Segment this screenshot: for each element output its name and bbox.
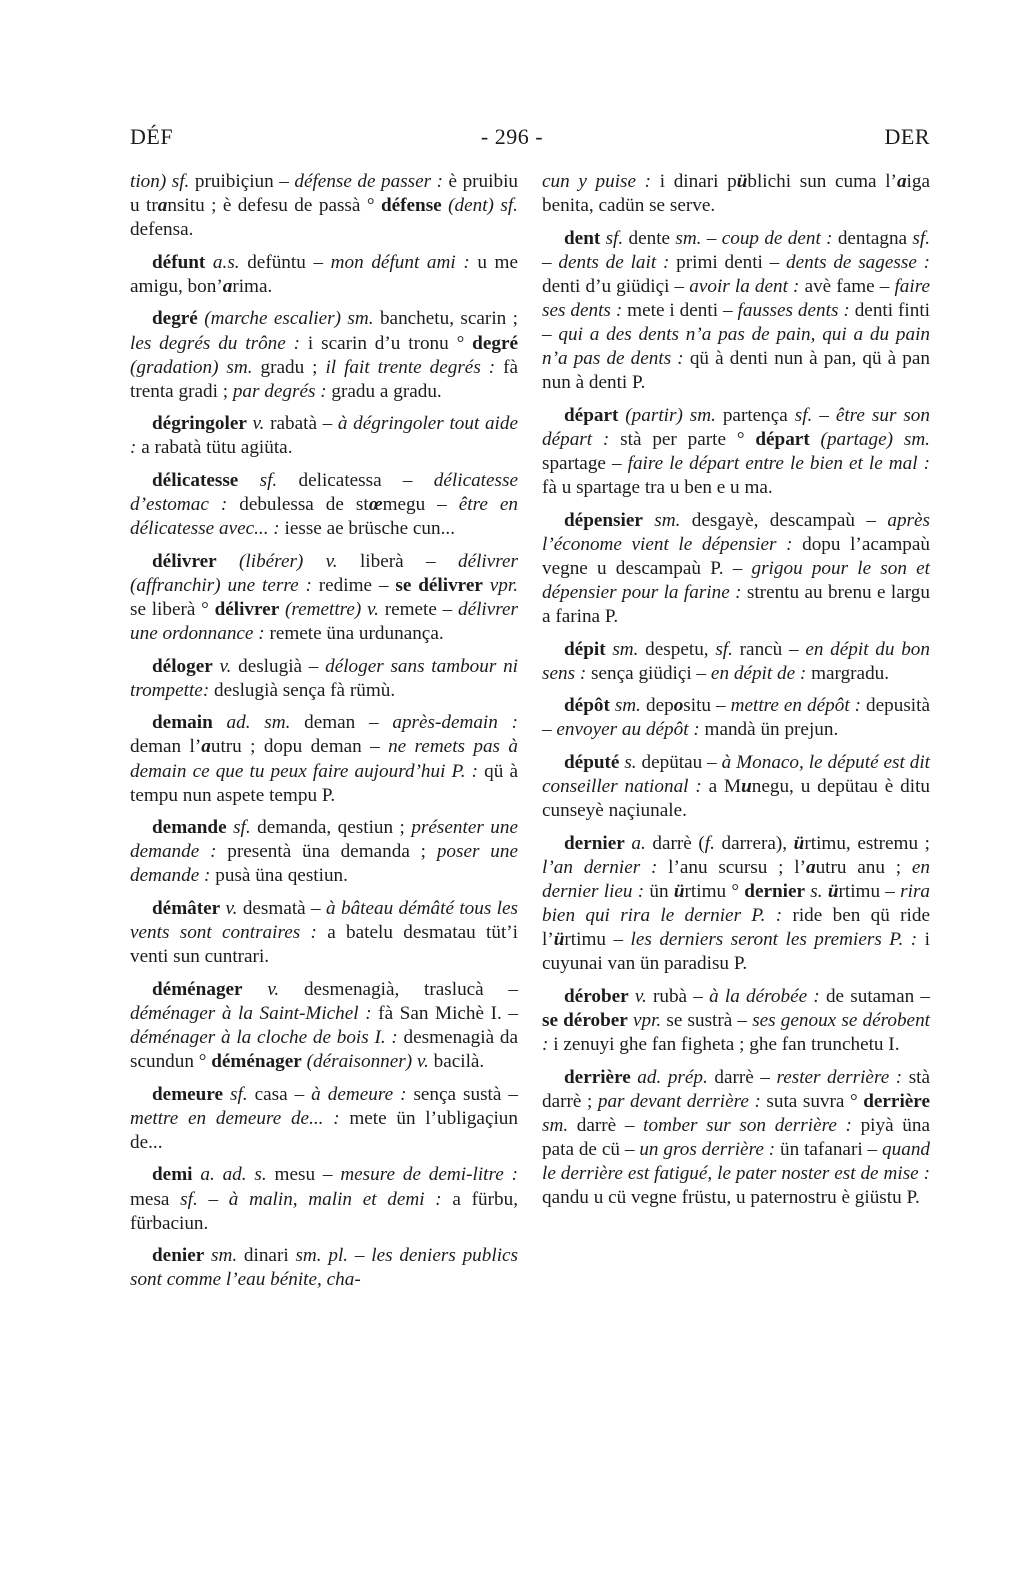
italic-text: les derniers seront les premiers P. : bbox=[630, 929, 918, 951]
text: stà darrè ; bbox=[542, 1066, 931, 1112]
text: ride ben qü ride l’ bbox=[542, 905, 930, 951]
italic-text: à dégringoler tout aide : bbox=[130, 413, 518, 459]
italic-text: par devant derrière : bbox=[597, 1090, 761, 1112]
text: darrè – bbox=[568, 1114, 644, 1136]
text: remete – bbox=[378, 599, 458, 620]
headword: déménager bbox=[152, 978, 243, 1000]
italic-text: (dent) sf. bbox=[441, 195, 518, 217]
text: qü à denti nun à pan, qü à pan nun à denti P. bbox=[542, 348, 931, 394]
text: mete i denti – bbox=[622, 299, 738, 321]
italic-text: ses genoux se dérobent : bbox=[542, 1010, 930, 1056]
text: bacilà. bbox=[428, 1051, 485, 1073]
italic-text: envoyer au dépôt : bbox=[556, 719, 700, 741]
emphasized-letter: o bbox=[673, 695, 684, 717]
emphasized-letter: œ bbox=[368, 494, 383, 516]
text: i scarin d’u tronu ° bbox=[300, 332, 473, 354]
text: deslugià – bbox=[231, 655, 326, 677]
dictionary-entry bbox=[130, 978, 518, 1074]
text: pusà üna qestiun. bbox=[210, 865, 348, 887]
italic-text: grigou pour le son et dépensier pour la farine : bbox=[542, 557, 930, 603]
italic-text: poser une demande : bbox=[130, 841, 518, 887]
headword: démâter bbox=[152, 898, 221, 920]
text: presentà üna demanda ; bbox=[216, 841, 437, 863]
headword: dépensier bbox=[564, 509, 643, 531]
text: dopu l’acampaù vegne u descampaù P. – bbox=[542, 533, 931, 579]
emphasized-letter: a bbox=[201, 736, 211, 758]
italic-text: mettre en dépôt : bbox=[730, 695, 862, 717]
dictionary-entry bbox=[130, 307, 518, 403]
headword: défense bbox=[380, 195, 442, 217]
italic-text: v. bbox=[628, 985, 647, 1007]
text: l’anu scursu ; l’ bbox=[657, 856, 806, 878]
text: se sustrà – bbox=[661, 1010, 753, 1031]
emphasized-letter: u bbox=[741, 776, 752, 798]
text: strentu au brenu e largu a farina P. bbox=[542, 582, 930, 628]
headword: denier bbox=[152, 1245, 205, 1267]
text: darrè – bbox=[707, 1066, 777, 1088]
italic-text: (remettre) v. bbox=[279, 599, 379, 620]
italic-text: déménager à la Saint-Michel : bbox=[130, 1002, 372, 1024]
text: darrè ( bbox=[645, 832, 705, 854]
dictionary-entry bbox=[130, 1244, 518, 1292]
header-left-guide-word: DÉF bbox=[130, 124, 174, 149]
italic-text: v. bbox=[212, 655, 232, 677]
text: rancù – bbox=[732, 638, 806, 660]
dictionary-entry bbox=[130, 1163, 518, 1235]
italic-text: par degrés : bbox=[232, 380, 327, 402]
text: denti finti – bbox=[542, 299, 930, 346]
italic-text: v. bbox=[220, 898, 238, 920]
text: situ – bbox=[683, 695, 731, 717]
text: banchetu, scarin ; bbox=[373, 308, 518, 330]
text: fà San Michè I. – bbox=[371, 1002, 518, 1024]
italic-text: tion) sf. bbox=[130, 171, 190, 192]
text: rtimu ° bbox=[684, 881, 745, 903]
text: a rabatà tütu agiüta. bbox=[136, 437, 293, 459]
headword: délicatesse bbox=[152, 470, 239, 492]
text: – bbox=[701, 227, 722, 249]
text: ün tafanari – bbox=[775, 1138, 883, 1160]
italic-text: s. bbox=[619, 752, 637, 774]
text: deslugià sença fà rümù. bbox=[209, 679, 396, 701]
dictionary-entry bbox=[130, 897, 518, 969]
dictionary-entry bbox=[130, 550, 518, 646]
dictionary-entry bbox=[542, 404, 930, 500]
headword: dépôt bbox=[564, 695, 610, 717]
italic-text: être sur son départ : bbox=[542, 404, 930, 450]
italic-text: délicatesse d’estomac : bbox=[130, 470, 518, 516]
dictionary-entry bbox=[130, 711, 518, 807]
emphasized-letter: a bbox=[157, 195, 168, 217]
italic-text: a. ad. s. bbox=[192, 1164, 267, 1186]
text: demanda, qestiun ; bbox=[250, 817, 412, 839]
text: negu, u depütau è ditu cunseyè naçiunale. bbox=[542, 776, 930, 822]
italic-text: vpr. bbox=[482, 574, 518, 596]
italic-text: à bâteau démâté tous les vents sont contraires : bbox=[130, 898, 518, 944]
dictionary-entry bbox=[542, 694, 930, 742]
entry-continuation bbox=[130, 170, 518, 242]
left-column bbox=[130, 170, 518, 1301]
italic-text: vpr. bbox=[627, 1010, 662, 1031]
italic-text: présenter une demande : bbox=[130, 817, 518, 863]
text: desmatà – bbox=[237, 898, 327, 920]
italic-text: ad. sm. bbox=[212, 712, 291, 734]
text: desmenagià da scundun ° bbox=[130, 1027, 518, 1073]
text: i zenuyi ghe fan figheta ; ghe fan trunchetu I. bbox=[548, 1034, 900, 1056]
page-number: - 296 - bbox=[480, 124, 544, 149]
text: gradu ; bbox=[252, 356, 326, 378]
text: rtimu – bbox=[564, 929, 631, 951]
italic-text: à Monaco, le député est dit conseiller national : bbox=[542, 752, 930, 798]
dictionary-entry bbox=[542, 509, 930, 629]
italic-text: s. bbox=[805, 881, 823, 903]
dictionary-entry bbox=[542, 985, 930, 1057]
text: liberà – bbox=[337, 550, 458, 572]
italic-text: les deniers publics sont comme l’eau bénite, cha- bbox=[130, 1245, 519, 1291]
italic-text: l’an dernier : bbox=[542, 856, 658, 878]
text: a batelu desmatau tüt’i venti sun cuntrari. bbox=[130, 922, 518, 968]
text: rtimu – bbox=[838, 881, 901, 903]
italic-text: ad. prép. bbox=[630, 1066, 708, 1088]
italic-text: sm. pl. bbox=[295, 1245, 349, 1267]
italic-text: (partir) sm. bbox=[618, 404, 716, 426]
text: fà trenta gradi ; bbox=[130, 356, 519, 402]
headword: délivrer bbox=[214, 599, 280, 620]
text: stà per parte ° bbox=[609, 428, 756, 450]
italic-text: sm. bbox=[605, 638, 639, 660]
text: rabatà – bbox=[264, 413, 338, 435]
text: i dinari p bbox=[651, 171, 737, 192]
headword: degré bbox=[152, 308, 198, 330]
text: – bbox=[197, 1188, 229, 1210]
italic-text: rira bien qui rira le dernier P. : bbox=[542, 881, 931, 927]
italic-text: déménager à la cloche de bois I. : bbox=[130, 1027, 398, 1048]
dictionary-entry bbox=[130, 469, 518, 541]
italic-text: il fait trente degrés : bbox=[325, 356, 496, 378]
emphasized-letter: a bbox=[805, 856, 816, 878]
dictionary-entry bbox=[130, 816, 518, 888]
italic-text: sf. bbox=[715, 638, 733, 660]
headword: dent bbox=[564, 227, 601, 249]
italic-text: en dernier lieu : bbox=[542, 856, 930, 903]
italic-text: a.s. bbox=[205, 251, 240, 273]
text: margradu. bbox=[806, 662, 890, 684]
headword: dépit bbox=[564, 638, 606, 660]
dictionary-entry bbox=[542, 1066, 930, 1211]
text: defüntu – bbox=[239, 251, 331, 273]
dictionary-entry bbox=[542, 751, 930, 823]
text: mesu – bbox=[266, 1164, 341, 1186]
text: primi denti – bbox=[669, 251, 787, 273]
text: ün bbox=[644, 881, 674, 903]
italic-text: délivrer une ordonnance : bbox=[130, 599, 518, 645]
text: dinari bbox=[237, 1245, 296, 1267]
italic-text: mon défunt ami : bbox=[330, 251, 470, 273]
dictionary-entry bbox=[130, 251, 518, 299]
italic-text: sf. bbox=[180, 1188, 198, 1210]
dictionary-entry bbox=[130, 412, 518, 460]
text: rima. bbox=[232, 275, 273, 297]
text: fà u spartage tra u ben e u ma. bbox=[542, 477, 773, 499]
italic-text: rester derrière : bbox=[776, 1066, 903, 1088]
text: avè fame – bbox=[799, 275, 895, 297]
emphasized-letter: ü bbox=[673, 881, 685, 903]
italic-text: cun y puise : bbox=[542, 171, 652, 192]
italic-text: v. bbox=[246, 413, 265, 435]
text: nsitu ; è defesu de passà ° bbox=[167, 195, 381, 217]
text: – bbox=[542, 251, 559, 273]
text: de sutaman – bbox=[819, 985, 931, 1007]
text: sença giüdiçi – bbox=[586, 662, 711, 684]
italic-text: sf. bbox=[238, 470, 278, 492]
text: dente bbox=[623, 227, 676, 249]
headword: degré bbox=[472, 332, 518, 354]
italic-text: sm. bbox=[542, 1114, 569, 1136]
headword: député bbox=[564, 752, 620, 774]
text: – bbox=[348, 1245, 372, 1267]
headword: se dérober bbox=[542, 1010, 628, 1031]
headword: défunt bbox=[152, 251, 206, 273]
italic-text: sf. bbox=[226, 817, 251, 839]
text: remete üna urdunança. bbox=[264, 623, 444, 645]
headword: demain bbox=[152, 712, 213, 734]
text: qandu u cü vegne früstu, u paternostru è giüstu P. bbox=[542, 1187, 920, 1209]
italic-text: déloger sans tambour ni trompette: bbox=[130, 655, 518, 701]
text: dentagna bbox=[832, 227, 913, 249]
text: rubà – bbox=[646, 985, 710, 1007]
text: mesa bbox=[130, 1188, 181, 1210]
text: blichi sun cuma l’ bbox=[747, 171, 897, 192]
headword: départ bbox=[564, 404, 619, 426]
text: mete ün l’ubligaçiun de... bbox=[130, 1107, 518, 1153]
italic-text: sf. bbox=[600, 227, 624, 249]
italic-text: faire le départ entre le bien et le mal : bbox=[627, 453, 930, 475]
headword: déménager bbox=[211, 1051, 302, 1073]
emphasized-letter: ü bbox=[736, 171, 748, 192]
italic-text: un gros derrière : bbox=[639, 1138, 776, 1160]
italic-text: avoir la dent : bbox=[689, 275, 800, 297]
text: megu – bbox=[382, 494, 459, 516]
text: è pruibiu u tr bbox=[130, 171, 518, 217]
text: u me amigu, bon’ bbox=[130, 251, 518, 297]
italic-text: en dépit du bon sens : bbox=[542, 638, 930, 684]
italic-text: fausses dents : bbox=[737, 299, 850, 321]
dictionary-entry bbox=[542, 638, 930, 686]
headword: demeure bbox=[152, 1083, 224, 1105]
text: a M bbox=[701, 776, 742, 798]
header-right-guide-word: DER bbox=[884, 124, 930, 149]
italic-text: sm. bbox=[642, 509, 681, 531]
italic-text: (libérer) v. bbox=[216, 550, 338, 572]
italic-text: (marche escalier) sm. bbox=[197, 308, 374, 330]
text: dep bbox=[640, 695, 674, 717]
text: debulessa de st bbox=[227, 494, 369, 516]
text: mandà ün prejun. bbox=[699, 719, 839, 741]
text: gradu a gradu. bbox=[326, 380, 442, 402]
headword: dernier bbox=[564, 832, 625, 854]
text: desgayè, descampaù – bbox=[680, 509, 888, 531]
text: iesse ae brüsche cun... bbox=[279, 518, 455, 540]
text: depusità – bbox=[542, 695, 930, 741]
italic-text: quand le derrière est fatigué, le pater noster est de mise : bbox=[542, 1138, 930, 1185]
italic-text: sf. bbox=[912, 227, 930, 249]
italic-text: faire ses dents : bbox=[542, 275, 930, 321]
italic-text: mesure de demi-litre : bbox=[340, 1164, 518, 1186]
dictionary-entry bbox=[542, 832, 930, 977]
italic-text: a. bbox=[624, 832, 646, 854]
headword: déloger bbox=[152, 655, 213, 677]
italic-text: après-demain : bbox=[392, 712, 518, 734]
text: denti d’u giüdiçi – bbox=[542, 275, 690, 297]
italic-text: sm. bbox=[609, 695, 641, 717]
text: i cuyunai van ün paradisu P. bbox=[542, 929, 930, 975]
text: deman l’ bbox=[130, 736, 202, 758]
italic-text: dents de lait : bbox=[558, 251, 670, 273]
text: utru anu ; bbox=[815, 856, 912, 878]
headword: départ bbox=[755, 428, 810, 450]
dictionary-entry bbox=[130, 655, 518, 703]
italic-text: défense de passer : bbox=[294, 171, 444, 192]
text: partença bbox=[715, 404, 795, 426]
italic-text: (partage) sm. bbox=[809, 428, 930, 450]
text: spartage – bbox=[542, 453, 628, 475]
emphasized-letter: ü bbox=[553, 929, 565, 951]
italic-text: à demeure : bbox=[311, 1083, 407, 1105]
emphasized-letter: a bbox=[222, 275, 233, 297]
dictionary-entry bbox=[130, 1083, 518, 1155]
headword: dérober bbox=[564, 985, 629, 1007]
text: utru ; dopu deman – bbox=[210, 736, 389, 758]
text: deman – bbox=[290, 712, 393, 734]
entry-continuation bbox=[542, 170, 930, 218]
headword: derrière bbox=[564, 1066, 631, 1088]
text: desmenagià, traslucà – bbox=[279, 978, 519, 1000]
text: – bbox=[812, 404, 836, 426]
italic-text: après l’économe vient le dépensier : bbox=[542, 509, 930, 555]
italic-text: mettre en demeure de... : bbox=[130, 1107, 340, 1129]
italic-text: qui a des dents n’a pas de pain, qui a du pain n’a pas de dents : bbox=[542, 324, 930, 370]
italic-text: v. bbox=[242, 978, 280, 1000]
headword: dégringoler bbox=[152, 413, 247, 435]
italic-text: les degrés du trône : bbox=[130, 332, 301, 354]
headword: demande bbox=[152, 817, 227, 839]
headword: demi bbox=[152, 1164, 193, 1186]
text: a fürbu, fürbaciun. bbox=[130, 1188, 519, 1234]
italic-text: à malin, malin et demi : bbox=[228, 1188, 442, 1210]
italic-text: tomber sur son derrière : bbox=[643, 1114, 852, 1136]
italic-text: sf. bbox=[223, 1083, 248, 1105]
text: sença sustà – bbox=[406, 1083, 518, 1105]
italic-text: (gradation) sm. bbox=[130, 356, 253, 378]
italic-text: sm. bbox=[204, 1245, 238, 1267]
text: suta suvra ° bbox=[760, 1090, 864, 1112]
right-column bbox=[542, 170, 930, 1219]
italic-text: coup de dent : bbox=[721, 227, 833, 249]
text: piyà üna pata de cü – bbox=[542, 1114, 931, 1160]
text: redime – bbox=[311, 574, 396, 596]
italic-text: sf. bbox=[794, 404, 813, 426]
italic-text: délivrer (affranchir) une terre : bbox=[130, 550, 518, 596]
text: se liberà ° bbox=[130, 599, 215, 620]
italic-text: ne remets pas à demain ce que tu peux faire aujourd’hui P. : bbox=[130, 736, 518, 782]
emphasized-letter: ü bbox=[793, 832, 805, 854]
text: pruibiçiun – bbox=[189, 171, 295, 192]
text: depütau – bbox=[636, 752, 722, 774]
italic-text: (déraisonner) v. bbox=[301, 1051, 429, 1073]
text: casa – bbox=[247, 1083, 312, 1105]
headword: se délivrer bbox=[395, 574, 483, 596]
text: defensa. bbox=[130, 219, 194, 241]
text: qü à tempu nun aspete tempu P. bbox=[130, 760, 518, 806]
emphasized-letter: ü bbox=[827, 881, 839, 903]
text: darrera), bbox=[714, 832, 794, 854]
dictionary-entry bbox=[542, 227, 930, 396]
headword: délivrer bbox=[152, 550, 217, 572]
italic-text: à la dérobée : bbox=[709, 985, 820, 1007]
italic-text: en dépit de : bbox=[710, 662, 807, 684]
text: delicatessa – bbox=[277, 470, 434, 492]
italic-text: dents de sagesse : bbox=[786, 251, 931, 273]
italic-text: sm. bbox=[675, 227, 702, 249]
text: iga benita, cadün se serve. bbox=[542, 171, 930, 217]
headword: dernier bbox=[744, 881, 806, 903]
headword: derrière bbox=[863, 1090, 930, 1112]
text: rtimu, estremu ; bbox=[804, 832, 931, 854]
italic-text: f. bbox=[704, 832, 715, 854]
emphasized-letter: a bbox=[896, 171, 907, 192]
italic-text: être en délicatesse avec... : bbox=[130, 494, 518, 540]
text: despetu, bbox=[638, 638, 716, 660]
